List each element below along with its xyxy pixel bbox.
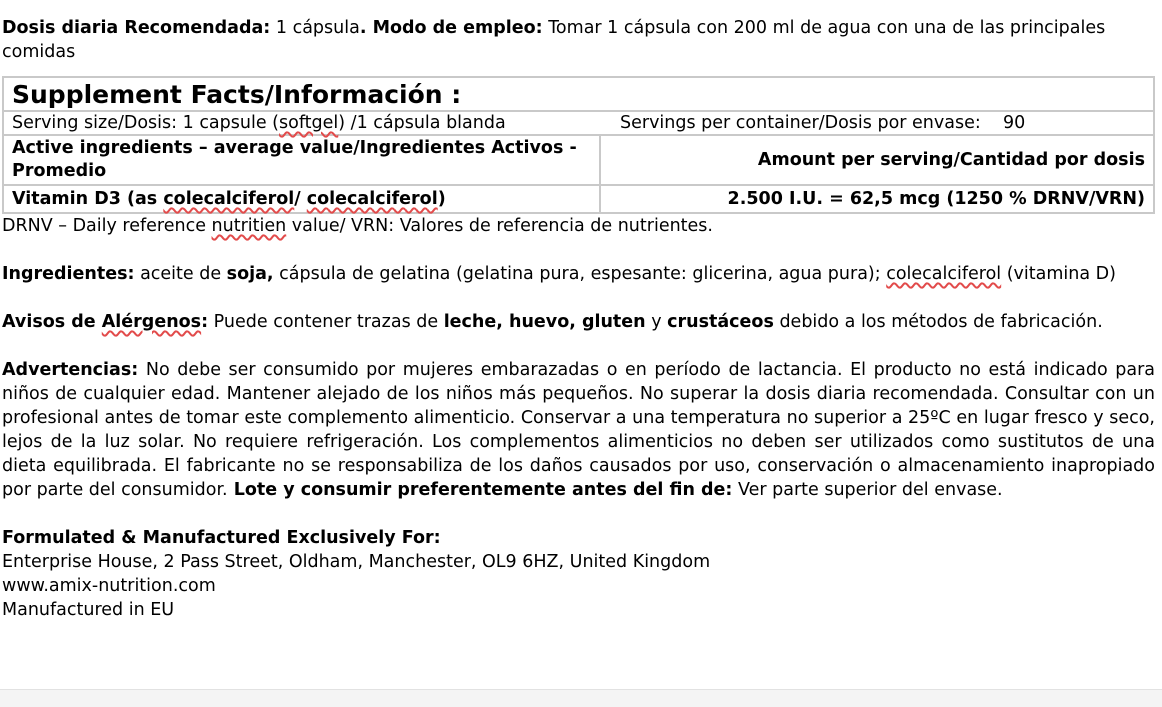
- facts-title: Supplement Facts/Información :: [3, 77, 1154, 111]
- daily-dose-label: Dosis diaria Recomendada:: [2, 18, 271, 38]
- product-label-document: [2, 16, 1155, 622]
- manufacturer-website: www.amix-nutrition.com: [2, 576, 216, 596]
- supplement-facts-table: [2, 76, 1155, 214]
- dosage-paragraph: [2, 16, 1155, 64]
- servings-per-container: Servings per container/Dosis por envase: 90: [600, 111, 1154, 135]
- ingredients-label: Ingredientes:: [2, 264, 135, 284]
- allergens-paragraph: Avisos de Alérgenos: Puede contener trazas de leche, huevo, gluten y crustáceos debido a los métodos de fabricación.: [2, 312, 1103, 332]
- manufacturer-address: Enterprise House, 2 Pass Street, Oldham, Manchester, OL9 6HZ, United Kingdom: [2, 552, 711, 572]
- manufacturing-origin: Manufactured in EU: [2, 600, 175, 620]
- vitamin-d3-name: Vitamin D3 (as colecalciferol/ colecalciferol): [3, 185, 600, 213]
- manufacturer-heading: Formulated & Manufactured Exclusively For:: [2, 528, 441, 548]
- softgel-word: softgel: [279, 113, 339, 133]
- column-header-amount: Amount per serving/Cantidad por dosis: [600, 135, 1154, 185]
- servings-value: 90: [1003, 113, 1026, 133]
- warnings-paragraph: Advertencias: No debe ser consumido por mujeres embarazadas o en período de lactancia. El producto no está indicado para niños de cualquier edad. Mantener alejado de los niños más pequeños. No superar la dosis diaria recomendada. Consultar con un profesional antes de tomar este complemento alimenticio. Conservar a una temperatura no superior a 25ºC en lugar fresco y seco, lejos de la luz solar. No requiere refrigeración. Los complementos alimenticios no deben ser utilizados como sustitutos de una dieta equilibrada. El fabricante no se responsabiliza de los daños causados por uso, conservación o almacenamiento inapropiado por parte del consumidor. Lote y consumir preferentemente antes del fin de: Ver parte superior del envase.: [2, 360, 1155, 500]
- allergens-label: Avisos de Alérgenos:: [2, 312, 209, 332]
- usage-mode-label: . Modo de empleo:: [359, 18, 543, 38]
- ingredients-paragraph: Ingredientes: aceite de soja, cápsula de gelatina (gelatina pura, espesante: glicerina, agua pura); colecalciferol (vitamina D): [2, 264, 1116, 284]
- vitamin-d3-amount: 2.500 I.U. = 62,5 mcg (1250 % DRNV/VRN): [600, 185, 1154, 213]
- serving-size: Serving size/Dosis: 1 capsule (softgel) /1 cápsula blanda: [3, 111, 600, 135]
- drnv-note: DRNV – Daily reference nutritien value/ VRN: Valores de referencia de nutrientes.: [2, 216, 713, 236]
- usage-mode-value: Tomar 1 cápsula con 200 ml de agua con una de las principales comidas: [2, 18, 1106, 62]
- batch-label: Lote y consumir preferentemente antes del fin de:: [227, 480, 733, 500]
- column-header-ingredients: Active ingredients – average value/Ingredientes Activos - Promedio: [3, 135, 600, 185]
- page-bottom-bar: [0, 689, 1162, 707]
- daily-dose-value: 1 cápsula: [270, 18, 360, 38]
- warnings-label: Advertencias:: [2, 360, 139, 380]
